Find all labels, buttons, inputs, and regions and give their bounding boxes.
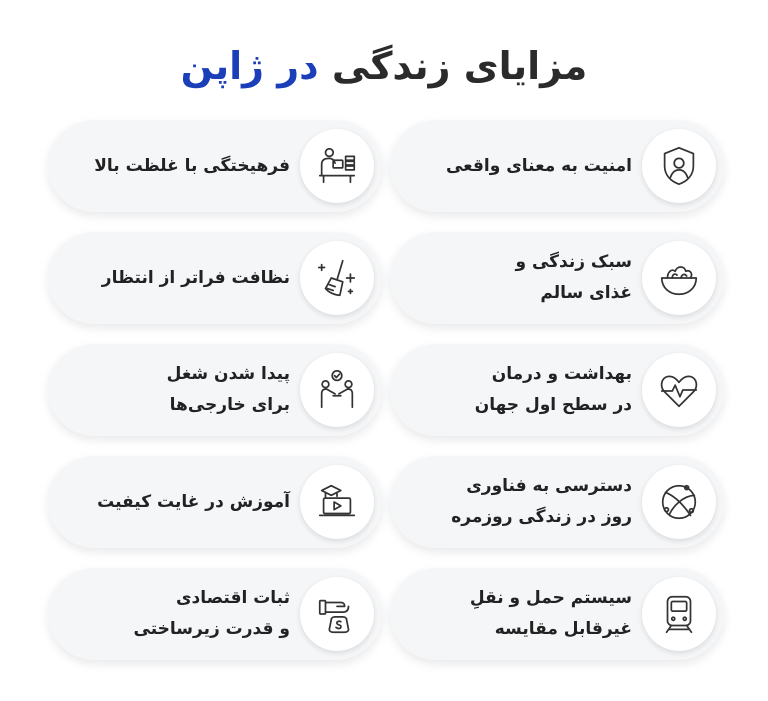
benefit-line-1: بهداشت و درمان	[491, 364, 632, 384]
benefit-label	[62, 568, 290, 660]
train-icon	[642, 577, 716, 651]
page-title	[0, 38, 768, 94]
benefit-line-1: نظافت فراتر از انتظار	[101, 267, 290, 288]
benefit-card-security	[390, 120, 724, 212]
benefit-line-1: سیستم حمل و نقلِ	[469, 588, 632, 608]
title-main: مزایای زندگی	[331, 44, 588, 88]
benefit-label	[404, 344, 632, 436]
benefit-card-transport	[390, 568, 724, 660]
benefit-label	[62, 232, 290, 324]
heart-pulse-icon	[642, 353, 716, 427]
benefit-card-education	[48, 456, 382, 548]
security-shield-icon	[642, 129, 716, 203]
benefit-line-2: روز در زندگی روزمره	[451, 507, 632, 527]
benefit-line-1: امنیت به معنای واقعی	[445, 155, 632, 176]
benefit-line-1: دسترسی به فناوری	[466, 476, 632, 496]
benefit-card-economy	[48, 568, 382, 660]
benefit-label	[404, 120, 632, 212]
benefit-line-2: غذای سالم	[540, 283, 632, 303]
benefit-label	[404, 232, 632, 324]
benefit-label	[404, 568, 632, 660]
benefit-card-technology	[390, 456, 724, 548]
education-laptop-icon	[300, 465, 374, 539]
globe-network-icon	[642, 465, 716, 539]
benefit-line-2: و قدرت زیرساختی	[133, 619, 290, 639]
money-hand-icon	[300, 577, 374, 651]
cleaning-broom-icon	[300, 241, 374, 315]
culture-person-icon	[300, 129, 374, 203]
benefit-line-2: غیرقابل مقایسه	[494, 619, 632, 639]
benefit-line-1: پیدا شدن شغل	[166, 364, 290, 384]
benefit-card-jobs	[48, 344, 382, 436]
benefit-line-2: برای خارجی‌ها	[169, 395, 290, 415]
benefit-line-1: فرهیختگی با غلظت بالا	[94, 155, 290, 176]
benefit-label	[62, 456, 290, 548]
benefit-label	[62, 120, 290, 212]
benefit-label	[62, 344, 290, 436]
benefit-line-1: ثبات اقتصادی	[175, 588, 290, 608]
benefit-card-food	[390, 232, 724, 324]
benefit-card-culture	[48, 120, 382, 212]
benefit-card-cleanliness	[48, 232, 382, 324]
benefit-line-2: در سطح اول جهان	[474, 395, 632, 415]
benefit-line-1: سبک زندگی و	[515, 252, 632, 272]
title-accent: در ژاپن	[180, 44, 319, 88]
benefit-line-1: آموزش در غایت کیفیت	[97, 491, 290, 512]
food-bowl-icon	[642, 241, 716, 315]
benefit-card-health	[390, 344, 724, 436]
benefit-label	[404, 456, 632, 548]
job-handshake-icon	[300, 353, 374, 427]
